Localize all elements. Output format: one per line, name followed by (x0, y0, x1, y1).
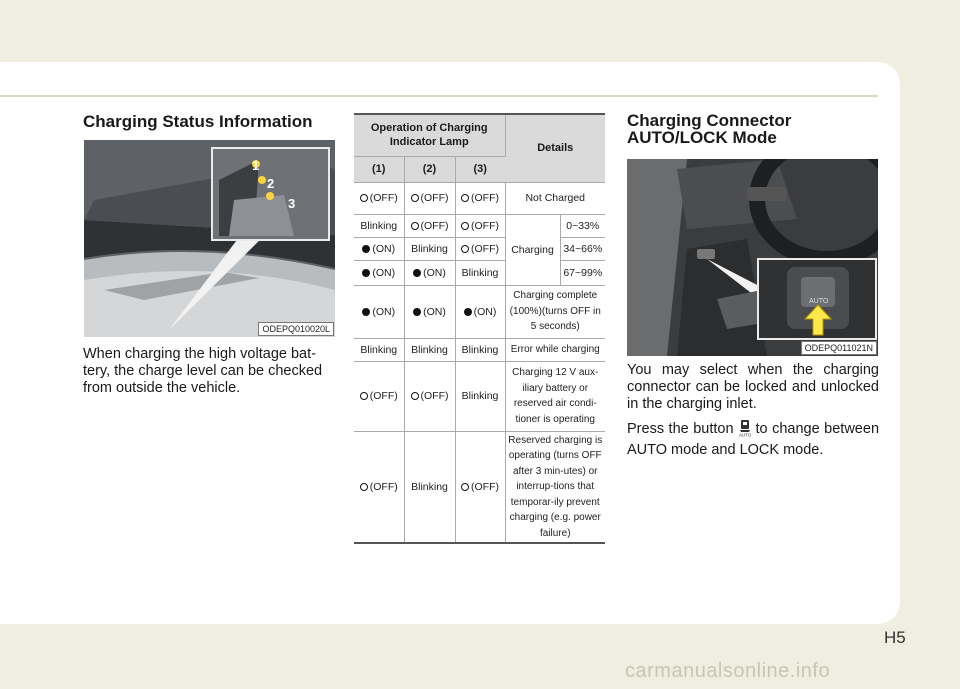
section-heading-charging-status: Charging Status Information (83, 112, 313, 131)
figure-caption: ODEPQ010020L (258, 322, 334, 336)
table-row: (OFF) (OFF) (OFF) Not Charged (354, 182, 605, 214)
windshield-illustration (84, 140, 335, 337)
dashboard-illustration (627, 159, 878, 356)
table-row: (OFF) (OFF) Blinking Charging 12 V aux-iliary battery or reserved air condi-tioner is operating (354, 361, 605, 431)
detail-cell: Charging 12 V aux-iliary battery or reserved air condi-tioner is operating (505, 361, 605, 431)
section-heading-auto-lock: Charging Connector AUTO/LOCK Mode (627, 111, 792, 147)
callout-3: 3 (288, 196, 296, 211)
paragraph-charge-level: When charging the high voltage bat-tery, the charge level can be checked from outside the vehicle. (83, 346, 323, 396)
lamp-off-icon (461, 194, 469, 202)
header-col-3: (3) (455, 156, 505, 182)
callout-2: 2 (267, 176, 275, 191)
detail-cell: Reserved charging is operating (turns OFF after 3 min-utes) or interrup-tions that temporar-ily prevent charging (e.g. power failure) (505, 431, 605, 543)
lamp-on-icon (413, 269, 421, 277)
lamp-on-icon (362, 308, 370, 316)
svg-text:AUTO: AUTO (738, 432, 751, 437)
header-details: Details (505, 114, 605, 182)
detail-cell: Charging complete (100%)(turns OFF in 5 seconds) (505, 285, 605, 338)
lamp-off-icon (360, 194, 368, 202)
detail-cell: 67~99% (560, 260, 605, 285)
callout-1: 1 (252, 158, 260, 173)
auto-lock-button-figure (627, 159, 878, 356)
lamp-off-icon (461, 222, 469, 230)
table-row: Blinking Blinking Blinking Error while charging (354, 338, 605, 361)
watermark: carmanualsonline.info (625, 660, 831, 682)
lamp-on-icon (362, 245, 370, 253)
detail-cell: 34~66% (560, 237, 605, 260)
paragraph-select-lock: You may select when the charging connector can be locked and unlocked in the charging inlet. (627, 362, 879, 412)
page-number: H5 (884, 628, 906, 647)
detail-cell: Error while charging (505, 338, 605, 361)
charging-lock-button-icon (737, 419, 753, 442)
charging-indicator-table (354, 113, 605, 544)
right-body (627, 362, 879, 465)
lamp-off-icon (360, 483, 368, 491)
table-row: (ON) (ON) Blinking 67~99% (354, 260, 605, 285)
lamp-on-icon (362, 269, 370, 277)
lamp-off-icon (411, 222, 419, 230)
lamp-off-icon (461, 483, 469, 491)
header-rule (0, 95, 878, 97)
header-operation: Operation of Charging Indicator Lamp (354, 114, 505, 156)
detail-cell: Not Charged (505, 182, 605, 214)
table-row: (ON) Blinking (OFF) 34~66% (354, 237, 605, 260)
lamp-off-icon (411, 392, 419, 400)
lamp-off-icon (411, 194, 419, 202)
table-row: (OFF) Blinking (OFF) Reserved charging is operating (turns OFF after 3 min-utes) or interrup-tions that temporar-ily prevent charging (e.g. power failure) (354, 431, 605, 543)
button-auto-label: AUTO (809, 298, 829, 305)
detail-cell: 0~33% (560, 214, 605, 237)
table-row: Blinking (OFF) (OFF) Charging 0~33% (354, 214, 605, 237)
charging-indicator-figure (84, 140, 335, 337)
header-col-2: (2) (404, 156, 455, 182)
detail-cell: Charging (505, 214, 560, 285)
lamp-on-icon (413, 308, 421, 316)
paragraph-press-button: Press the button AUTO to change between AUTO mode and LOCK mode. (627, 421, 880, 458)
lamp-off-icon (461, 245, 469, 253)
lamp-off-icon (360, 392, 368, 400)
figure-caption: ODEPQ011021N (801, 341, 877, 355)
table-row: (ON) (ON) (ON) Charging complete (100%)(turns OFF in 5 seconds) (354, 285, 605, 338)
header-col-1: (1) (354, 156, 404, 182)
lamp-on-icon (464, 308, 472, 316)
